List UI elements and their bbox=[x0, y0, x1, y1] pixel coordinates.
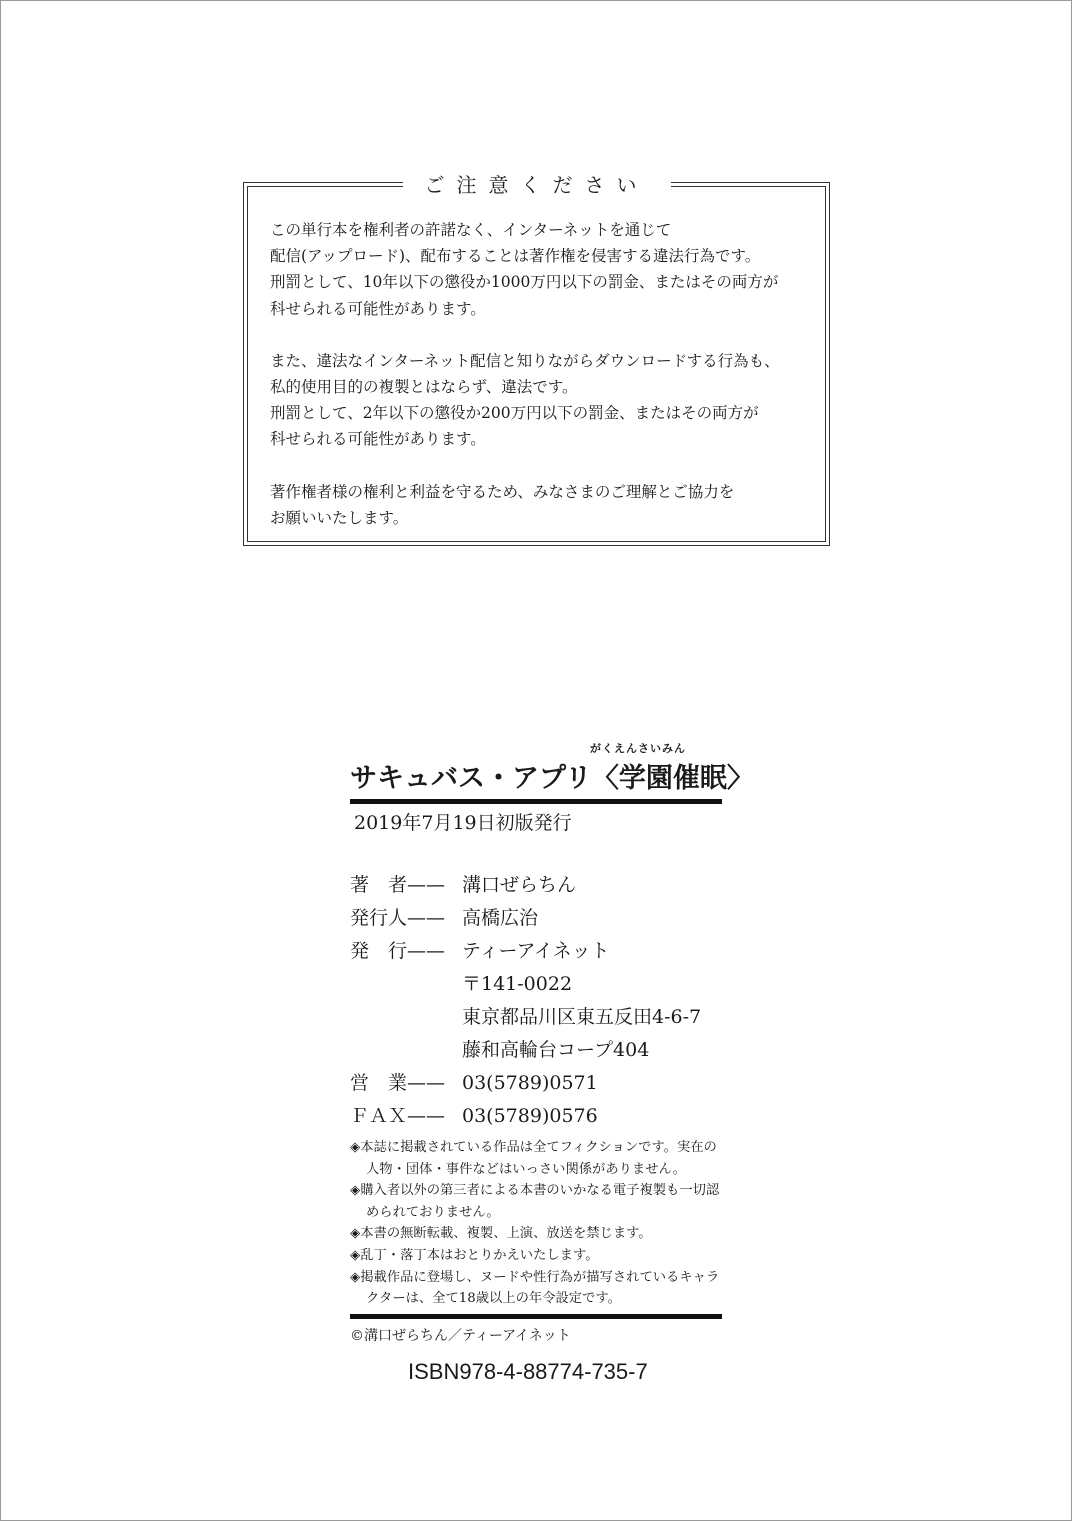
entry-label bbox=[350, 1034, 462, 1067]
entry-value: 高橋広治 bbox=[462, 907, 539, 929]
entry-value: 〒141-0022 bbox=[462, 973, 573, 995]
entry-value: 03(5789)0571 bbox=[462, 1072, 598, 1094]
notice-line: お願いいたします。 bbox=[270, 508, 409, 527]
notice-line: 私的使用目的の複製とはならず、違法です。 bbox=[270, 378, 578, 397]
notice-paragraph bbox=[270, 217, 780, 322]
entry-label: 発 行—— bbox=[350, 940, 446, 962]
entry-label: 営 業—— bbox=[350, 1072, 446, 1094]
copyright-notice-box bbox=[243, 173, 830, 546]
entry-label bbox=[350, 1001, 462, 1034]
notice-paragraph bbox=[270, 348, 780, 453]
book-title bbox=[350, 740, 754, 795]
notice-line: また、違法なインターネット配信と知りながらダウンロードする行為も、 bbox=[270, 351, 780, 370]
entry-fax bbox=[350, 1100, 722, 1133]
notice-line: 著作権者様の権利と利益を守るため、みなさまのご理解とご協力を bbox=[270, 482, 735, 501]
notice-line: 刑罰として、2年以下の懲役か200万円以下の罰金、またはその両方が bbox=[270, 404, 759, 423]
entry-postal-code bbox=[350, 968, 722, 1001]
entry-address bbox=[350, 1001, 722, 1034]
notice-body bbox=[270, 217, 780, 557]
legal-note: ◈購入者以外の第三者による本書のいかなる電子複製も一切認められておりません。 bbox=[350, 1183, 720, 1220]
notice-line: 科せられる可能性があります。 bbox=[270, 430, 486, 449]
colophon bbox=[350, 740, 754, 1385]
book-title-text: サキュバス・アプリ〈学園催眠〉 bbox=[350, 763, 754, 794]
entry-publisher bbox=[350, 935, 722, 968]
notice-line: 科せられる可能性があります。 bbox=[270, 299, 486, 318]
legal-notes bbox=[350, 1137, 722, 1310]
title-ruby: がくえんさいみん bbox=[590, 742, 686, 755]
entry-label: ＦＡＸ—— bbox=[350, 1105, 446, 1127]
notice-line: この単行本を権利者の許諾なく、インターネットを通じて bbox=[270, 221, 672, 239]
entry-value: 藤和高輪台コープ404 bbox=[462, 1039, 650, 1061]
entry-building bbox=[350, 1034, 722, 1067]
entry-value: ティーアイネット bbox=[462, 940, 610, 962]
notice-line: 刑罰として、10年以下の懲役か1000万円以下の罰金、またはその両方が bbox=[270, 273, 779, 292]
entry-value: 東京都品川区東五反田4-6-7 bbox=[462, 1006, 702, 1028]
entry-author bbox=[350, 869, 722, 902]
legal-note: ◈掲載作品に登場し、ヌードや性行為が描写されているキャラクターは、全て18歳以上の年令設定です。 bbox=[350, 1269, 720, 1307]
divider-rule bbox=[350, 799, 722, 804]
legal-note: ◈本書の無断転載、複製、上演、放送を禁じます。 bbox=[350, 1226, 652, 1242]
legal-note: ◈本誌に掲載されている作品は全てフィクションです。実在の人物・団体・事件などはいっさい関係がありません。 bbox=[350, 1140, 717, 1177]
legal-note: ◈乱丁・落丁本はおとりかえいたします。 bbox=[350, 1247, 599, 1263]
entry-sales-phone bbox=[350, 1067, 722, 1100]
entry-label bbox=[350, 968, 462, 1001]
notice-title bbox=[244, 169, 829, 198]
notice-title-text: ご注意ください bbox=[403, 173, 671, 197]
notice-paragraph bbox=[270, 479, 780, 531]
publication-date: 2019年7月19日初版発行 bbox=[354, 812, 572, 834]
entry-value: 03(5789)0576 bbox=[462, 1105, 598, 1127]
entry-label: 著 者—— bbox=[350, 874, 446, 896]
publisher-entries bbox=[350, 869, 722, 1133]
notice-line: 配信(アップロード)、配布することは著作権を侵害する違法行為です。 bbox=[270, 247, 761, 266]
divider-rule bbox=[350, 1314, 722, 1319]
entry-value: 溝口ぜらちん bbox=[462, 874, 577, 896]
entry-label: 発行人—— bbox=[350, 907, 446, 929]
isbn: ISBN978-4-88774-735-7 bbox=[408, 1358, 648, 1384]
entry-publisher-person bbox=[350, 902, 722, 935]
copyright-line: ©溝口ぜらちん／ティーアイネット bbox=[350, 1327, 571, 1344]
